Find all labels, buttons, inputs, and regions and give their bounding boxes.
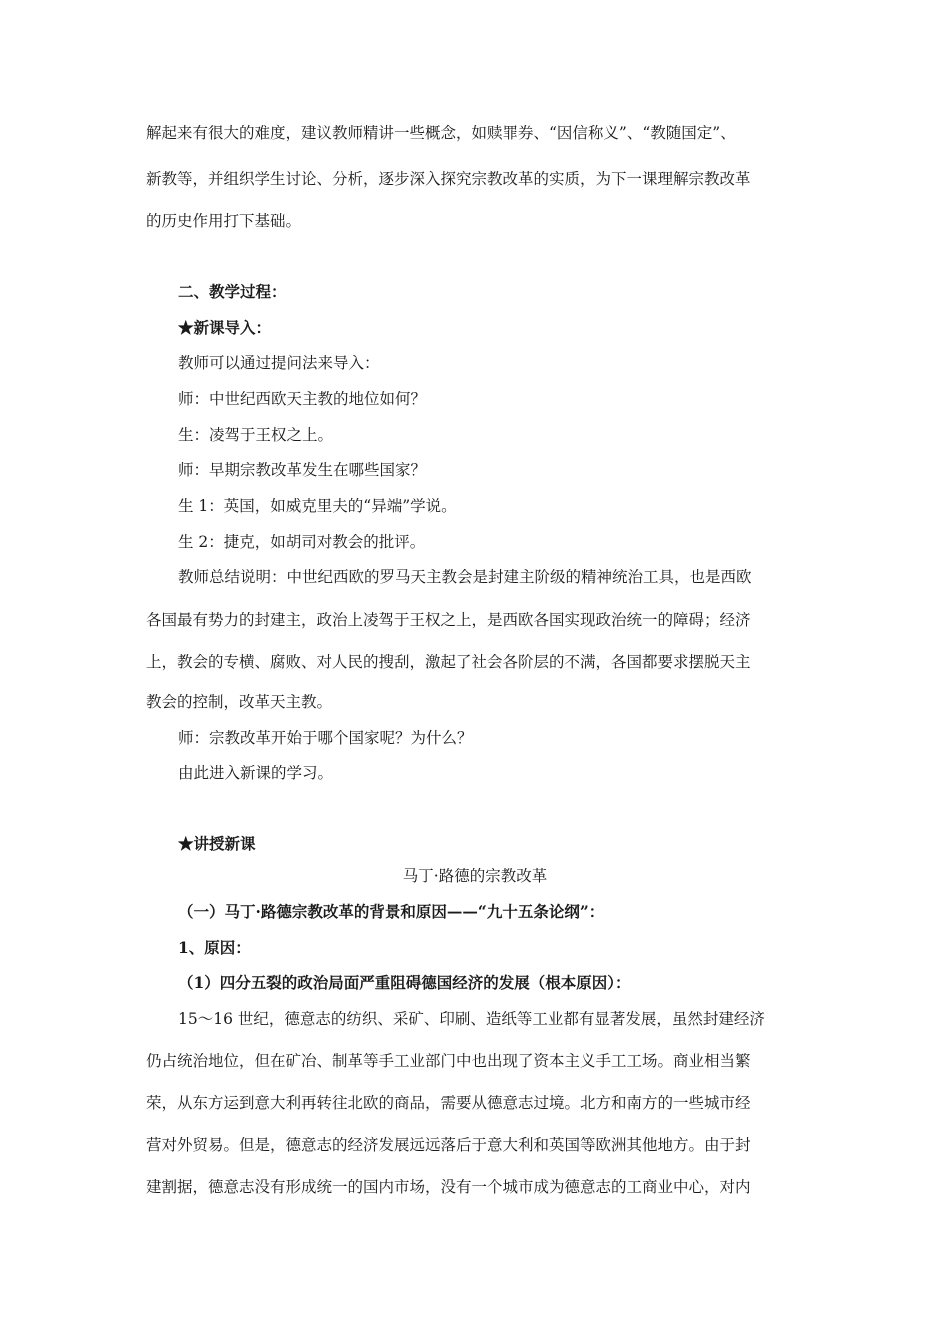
question-line: 师：宗教改革开始于哪个国家呢？为什么？ bbox=[178, 729, 473, 747]
section2-heading: 二、教学过程： bbox=[178, 282, 287, 301]
dialogue-line-3: 生：凌驾于王权之上。 bbox=[178, 426, 334, 444]
intro-line-2: 新教等，并组织学生讨论、分析，逐步深入探究宗教改革的实质，为下一课理解宗教改革 bbox=[146, 170, 751, 188]
teach-heading: ★讲授新课 bbox=[178, 834, 256, 853]
intro-line-1: 解起来有很大的难度，建议教师精讲一些概念，如赎罪券、“因信称义”、“教随国定”、 bbox=[146, 124, 736, 142]
lesson-title: 马丁·路德的宗教改革 bbox=[402, 867, 548, 885]
summary-line-2: 各国最有势力的封建主，政治上凌驾于王权之上，是西欧各国实现政治统一的障碍；经济 bbox=[146, 611, 751, 629]
dialogue-line-6: 生 2：捷克，如胡司对教会的批评。 bbox=[178, 533, 426, 551]
intro-line-3: 的历史作用打下基础。 bbox=[146, 212, 302, 230]
part1-heading: （一）马丁·路德宗教改革的背景和原因——“九十五条论纲”： bbox=[178, 902, 605, 921]
reason1-line-3: 荣，从东方运到意大利再转往北欧的商品，需要从德意志过境。北方和南方的一些城市经 bbox=[146, 1094, 751, 1112]
dialogue-line-2: 师：中世纪西欧天主教的地位如何？ bbox=[178, 390, 427, 408]
dialogue-line-1: 教师可以通过提问法来导入： bbox=[178, 354, 380, 372]
summary-line-4: 教会的控制，改革天主教。 bbox=[146, 693, 333, 711]
transition-line: 由此进入新课的学习。 bbox=[178, 764, 334, 782]
summary-line-3: 上，教会的专横、腐败、对人民的搜刮，激起了社会各阶层的不满，各国都要求摆脱天主 bbox=[146, 653, 751, 671]
reason1-line-2: 仍占统治地位，但在矿冶、制革等手工业部门中也出现了资本主义手工工场。商业相当繁 bbox=[146, 1052, 751, 1070]
new-lesson-intro-heading: ★新课导入： bbox=[178, 318, 272, 337]
reason1-line-5: 建割据，德意志没有形成统一的国内市场，没有一个城市成为德意志的工商业中心，对内 bbox=[146, 1178, 751, 1196]
reason1-line-1: 15～16 世纪，德意志的纺织、采矿、印刷、造纸等工业都有显著发展，虽然封建经济 bbox=[178, 1010, 765, 1028]
reason-heading: 1、原因： bbox=[178, 938, 251, 957]
reason1-line-4: 营对外贸易。但是，德意志的经济发展远远落后于意大利和英国等欧洲其他地方。由于封 bbox=[146, 1136, 751, 1154]
dialogue-line-4: 师：早期宗教改革发生在哪些国家？ bbox=[178, 461, 427, 479]
summary-line-1: 教师总结说明：中世纪西欧的罗马天主教会是封建主阶级的精神统治工具，也是西欧 bbox=[178, 568, 752, 586]
reason1-heading: （1）四分五裂的政治局面严重阻碍德国经济的发展（根本原因）： bbox=[178, 973, 631, 992]
dialogue-line-5: 生 1：英国，如威克里夫的“异端”学说。 bbox=[178, 497, 457, 515]
